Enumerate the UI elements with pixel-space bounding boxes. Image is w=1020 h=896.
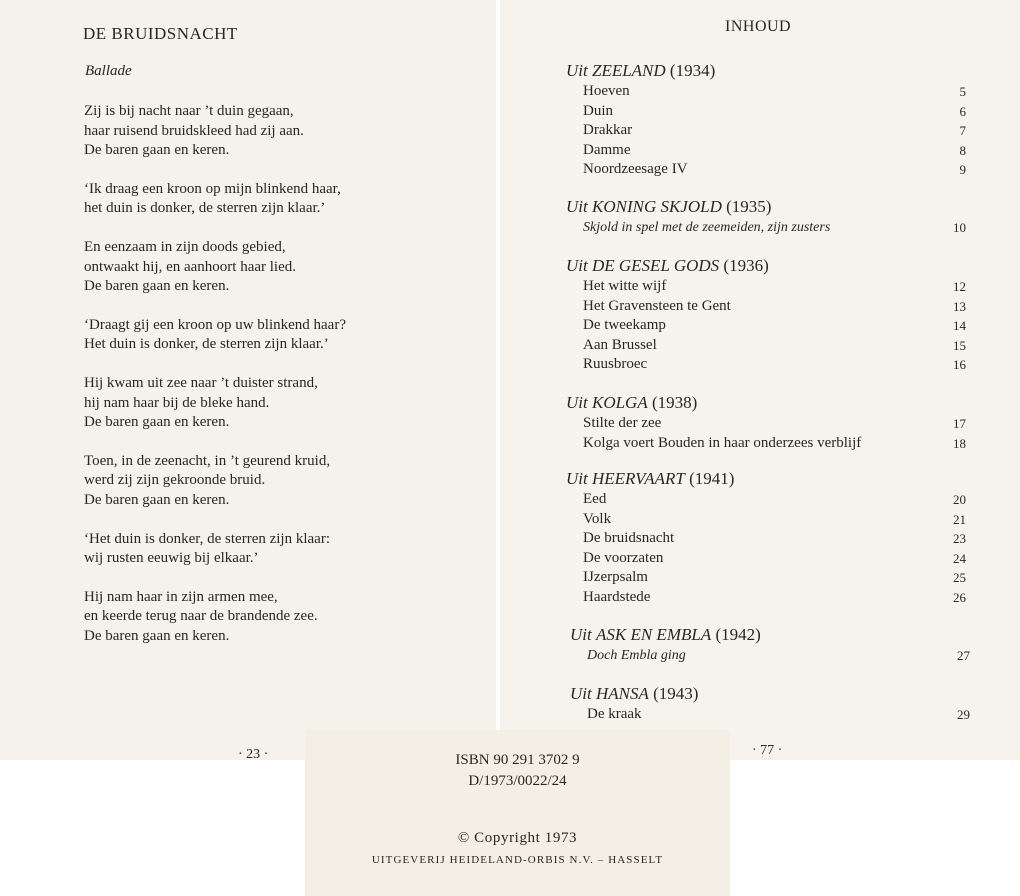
section-year: (1935) (726, 197, 772, 216)
section-uit: Uit (566, 61, 588, 80)
toc-entry-page: 6 (959, 103, 966, 119)
copyright-line: © Copyright 1973 (457, 830, 578, 846)
toc-section-title (566, 60, 966, 82)
toc-entry (566, 588, 966, 608)
toc-section-title (570, 683, 970, 705)
toc-entry-title: Noordzeesage IV (583, 161, 688, 178)
poem-line: Het duin is donker, de sterren zijn klaar.’ (84, 336, 329, 353)
poem-body (84, 102, 484, 665)
section-year: (1938) (651, 393, 698, 412)
toc-entry-page: 15 (953, 337, 966, 353)
left-page-number: · 23 · (238, 747, 269, 762)
toc-section (566, 255, 966, 375)
section-uit: Uit (566, 256, 588, 275)
toc-entry-title: Volk (583, 510, 612, 527)
poem-line: Zij is bij nacht naar ’t duin gegaan, (84, 103, 294, 119)
section-uit: Uit (570, 625, 592, 644)
stanza (84, 530, 484, 569)
toc-entry (566, 316, 966, 336)
toc-entry (566, 549, 966, 569)
section-work-title: HANSA (595, 684, 649, 703)
toc-section (566, 392, 966, 453)
poem-line: En eenzaam in zijn doods gebied, (84, 238, 286, 255)
toc-entry-page: 27 (957, 648, 970, 663)
toc-entry-page: 21 (953, 511, 966, 527)
toc-entry-page: 17 (953, 416, 966, 431)
poem-line: en keerde terug naar de brandende zee. (84, 608, 318, 625)
toc-section-title (566, 255, 966, 277)
toc-entry-page: 7 (959, 123, 966, 139)
toc-entry-title: Stilte der zee (583, 415, 662, 431)
section-uit: Uit (570, 684, 592, 703)
toc-entry (566, 277, 966, 297)
publisher-line: UITGEVERIJ HEIDELAND-ORBIS N.V. – HASSELT (371, 854, 664, 866)
toc-entry (566, 414, 966, 434)
toc-entry-title: Kolga voert Bouden in haar onderzees verblijf (583, 434, 862, 451)
poem-line: De baren gaan en keren. (84, 491, 230, 508)
stanza (84, 180, 484, 219)
stanza (84, 238, 484, 297)
poem-line: ‘Het duin is donker, de sterren zijn klaar: (84, 530, 330, 547)
toc-entry (566, 434, 966, 454)
toc-entry (566, 160, 966, 180)
toc-section (566, 196, 966, 238)
section-year: (1943) (653, 684, 699, 703)
toc-entry-page: 13 (953, 298, 966, 314)
toc-entry-title: De bruidsnacht (583, 530, 675, 547)
toc-entry (566, 510, 966, 530)
section-uit: Uit (566, 393, 588, 412)
toc-entry-page: 12 (953, 279, 966, 294)
toc-entry-page: 14 (953, 318, 966, 334)
toc-entry (566, 529, 966, 549)
toc-entry-page: 26 (953, 589, 966, 605)
poem-line: ‘Draagt gij een kroon op uw blinkend haar? (84, 316, 346, 333)
stanza (84, 102, 484, 161)
toc-entry-page: 24 (953, 550, 966, 566)
toc-entry-title: Het Gravensteen te Gent (583, 297, 731, 314)
toc-section (570, 683, 970, 725)
toc-section (566, 60, 966, 180)
toc-section-title (570, 624, 970, 646)
toc-section (566, 468, 966, 608)
toc-entry-page: 20 (953, 492, 966, 507)
section-year: (1936) (723, 256, 769, 275)
toc-entry-title: IJzerpsalm (583, 569, 648, 586)
toc-entry (566, 102, 966, 122)
toc-heading: INHOUD (725, 18, 792, 35)
poem-line: De baren gaan en keren. (84, 142, 230, 159)
poem-line: ontwaakt hij, en aanhoort haar lied. (84, 258, 297, 275)
toc-entry-page: 29 (957, 707, 970, 722)
stanza (84, 588, 484, 647)
toc-entry-page: 23 (953, 531, 966, 547)
colophon (305, 730, 730, 896)
toc-entry-title: Haardstede (583, 588, 651, 605)
toc-entry-title: Drakkar (583, 122, 633, 139)
toc-entry (570, 705, 970, 725)
section-year: (1941) (689, 469, 735, 488)
poem-line: Toen, in de zeenacht, in ’t geurend kruid, (84, 452, 331, 469)
toc-entry-title: De voorzaten (583, 549, 664, 566)
toc-section-title (566, 196, 966, 218)
section-work-title: ZEELAND (591, 61, 666, 80)
toc-entry-title: Ruusbroec (583, 356, 648, 373)
toc-entry-page: 25 (953, 570, 966, 586)
toc-entry (566, 82, 966, 102)
legal-deposit-line: D/1973/0022/24 (468, 773, 567, 789)
stanza (84, 316, 484, 355)
toc-entry-title: De tweekamp (583, 317, 666, 334)
toc-section-title (566, 468, 966, 490)
toc-entry-title: Eed (583, 491, 607, 507)
toc-entry-page: 9 (959, 162, 966, 178)
toc-entry (570, 646, 970, 666)
toc-entry-title: Duin (583, 102, 613, 119)
section-work-title: KOLGA (591, 393, 648, 412)
toc-entry-page: 5 (959, 84, 966, 99)
right-page-number: · 77 · (752, 743, 783, 758)
poem-line: De baren gaan en keren. (84, 278, 230, 295)
poem-line: wij rusten eeuwig bij elkaar.’ (84, 550, 259, 567)
toc-entry-title: Hoeven (583, 83, 630, 99)
toc-entry (566, 297, 966, 317)
poem-line: hij nam haar bij de bleke hand. (84, 394, 270, 411)
poem-title: DE BRUIDSNACHT (83, 24, 238, 43)
poem-line: haar ruisend bruidskleed had zij aan. (84, 122, 304, 139)
section-work-title: ASK EN EMBLA (595, 625, 712, 644)
poem-line: ‘Ik draag een kroon op mijn blinkend haar, (84, 180, 341, 197)
toc-entry-title: Het witte wijf (583, 278, 667, 294)
poem-line: De baren gaan en keren. (84, 414, 230, 431)
poem-line: Hij kwam uit zee naar ’t duister strand, (84, 374, 318, 391)
section-work-title: KONING SKJOLD (591, 197, 722, 216)
toc-entry-page: 8 (959, 142, 966, 158)
toc-entry (566, 218, 966, 238)
toc-entry (566, 141, 966, 161)
toc-entry-title: De kraak (587, 706, 642, 722)
poem-subtitle: Ballade (85, 63, 132, 79)
toc-entry-page: 10 (953, 220, 966, 235)
poem-line: De baren gaan en keren. (84, 627, 230, 644)
toc-entry-page: 18 (953, 435, 966, 451)
toc-entry (566, 121, 966, 141)
toc-entry-title: Damme (583, 141, 631, 158)
section-work-title: HEERVAART (591, 469, 685, 488)
section-year: (1934) (669, 61, 716, 80)
section-year: (1942) (715, 625, 761, 644)
toc-entry-title: Skjold in spel met de zeemeiden, zijn zusters (583, 220, 831, 235)
poem-line: het duin is donker, de sterren zijn klaar.’ (84, 200, 326, 217)
toc-entry-title: Aan Brussel (583, 336, 657, 353)
toc-entry (566, 355, 966, 375)
toc-entry (566, 336, 966, 356)
stanza (84, 452, 484, 511)
toc-section-title (566, 392, 966, 414)
toc-entry (566, 568, 966, 588)
section-work-title: DE GESEL GODS (591, 256, 720, 275)
section-uit: Uit (566, 197, 588, 216)
toc-entry (566, 490, 966, 510)
toc-entry-page: 16 (953, 357, 966, 373)
poem-line: Hij nam haar in zijn armen mee, (84, 588, 278, 605)
poem-line: werd zij zijn gekroonde bruid. (84, 472, 266, 489)
toc-section (570, 624, 970, 666)
stanza (84, 374, 484, 433)
toc-entry-title: Doch Embla ging (587, 648, 686, 663)
isbn-line: ISBN 90 291 3702 9 (455, 752, 580, 768)
section-uit: Uit (566, 469, 588, 488)
